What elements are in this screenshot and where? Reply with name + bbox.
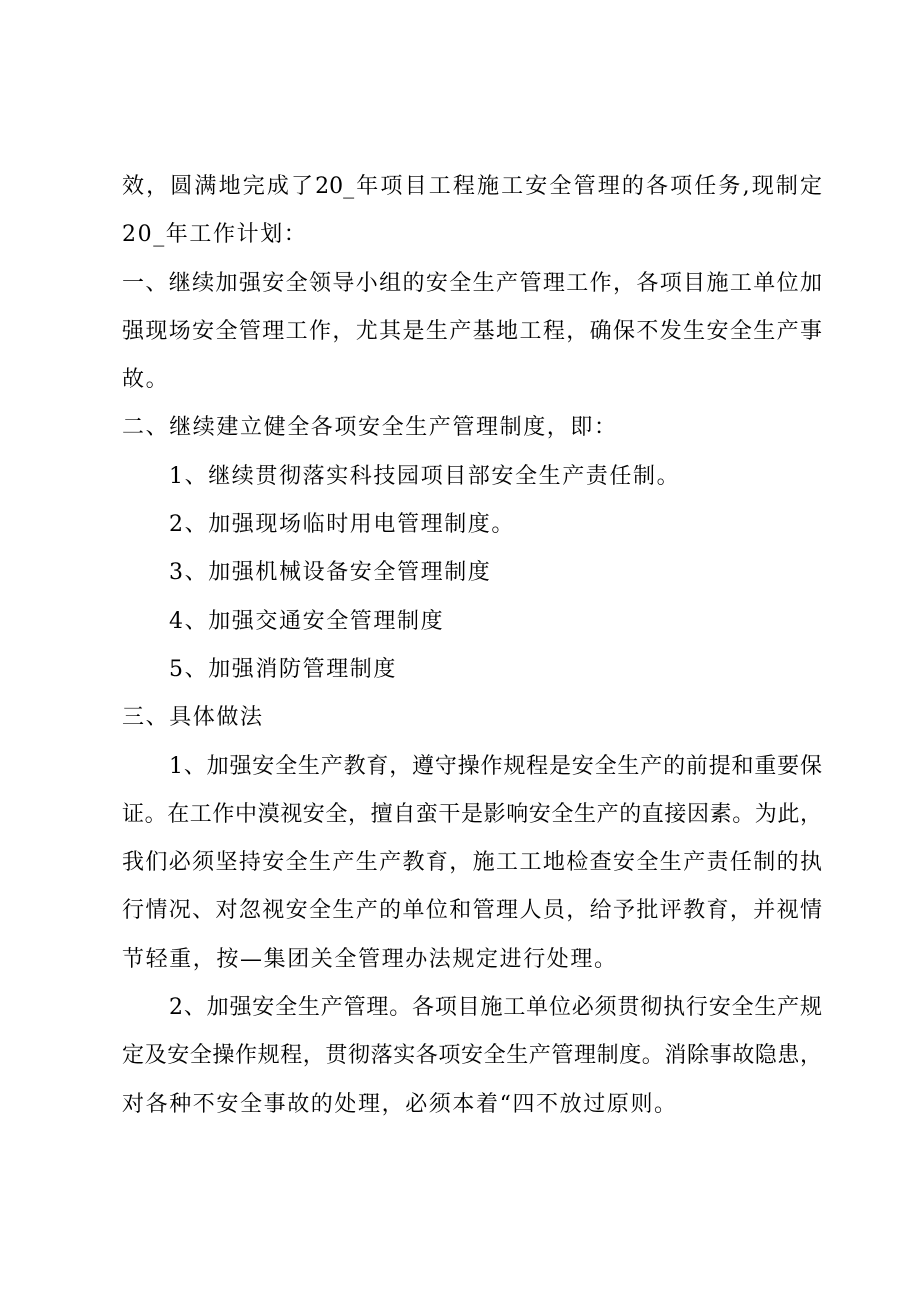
list-item: 2、加强现场临时用电管理制度。 [169,512,515,538]
section-heading-1: 一、继续加强安全领导小组的安全生产管理工作，各项目施工单位加 [122,270,822,296]
paragraph-line: 行情况、对忽视安全生产的单位和管理人员，给予批评教育，并视情 [122,898,822,924]
list-item: 5、加强消防管理制度 [169,656,397,682]
list-item: 4、加强交通安全管理制度 [169,608,445,634]
document-body [122,163,822,1129]
text-line: 效，圆满地完成了20_年项目工程施工安全管理的各项任务,现制定 [122,174,822,199]
text-line: 20_年工作计划： [122,222,308,248]
paragraph-line: 2、加强安全生产管理。各项目施工单位必须贯彻执行安全生产规 [169,995,822,1021]
list-item: 1、继续贯彻落实科技园项目部安全生产责任制。 [169,463,681,489]
paragraph-line: 1、加强安全生产教育，遵守操作规程是安全生产的前提和重要保 [169,753,822,779]
paragraph-line: 我们必须坚持安全生产生产教育，施工工地检查安全生产责任制的执 [122,850,822,876]
paragraph-line: 对各种不安全事故的处理，必须本着“四不放过原则。 [122,1091,678,1117]
section-heading-3: 三、具体做法 [122,705,264,731]
paragraph-line: 节轻重，按—集团关全管理办法规定进行处理。 [122,946,618,972]
text-line: 强现场安全管理工作，尤其是生产基地工程，确保不发生安全生产事 [122,318,822,344]
text-line: 故。 [122,367,170,393]
section-heading-2: 二、继续建立健全各项安全生产管理制度，即： [122,415,618,441]
paragraph-line: 证。在工作中漠视安全，擅自蛮干是影响安全生产的直接因素。为此， [122,801,822,827]
list-item: 3、加强机械设备安全管理制度 [169,560,492,586]
paragraph-line: 定及安全操作规程，贯彻落实各项安全生产管理制度。消除事故隐患， [122,1043,822,1069]
